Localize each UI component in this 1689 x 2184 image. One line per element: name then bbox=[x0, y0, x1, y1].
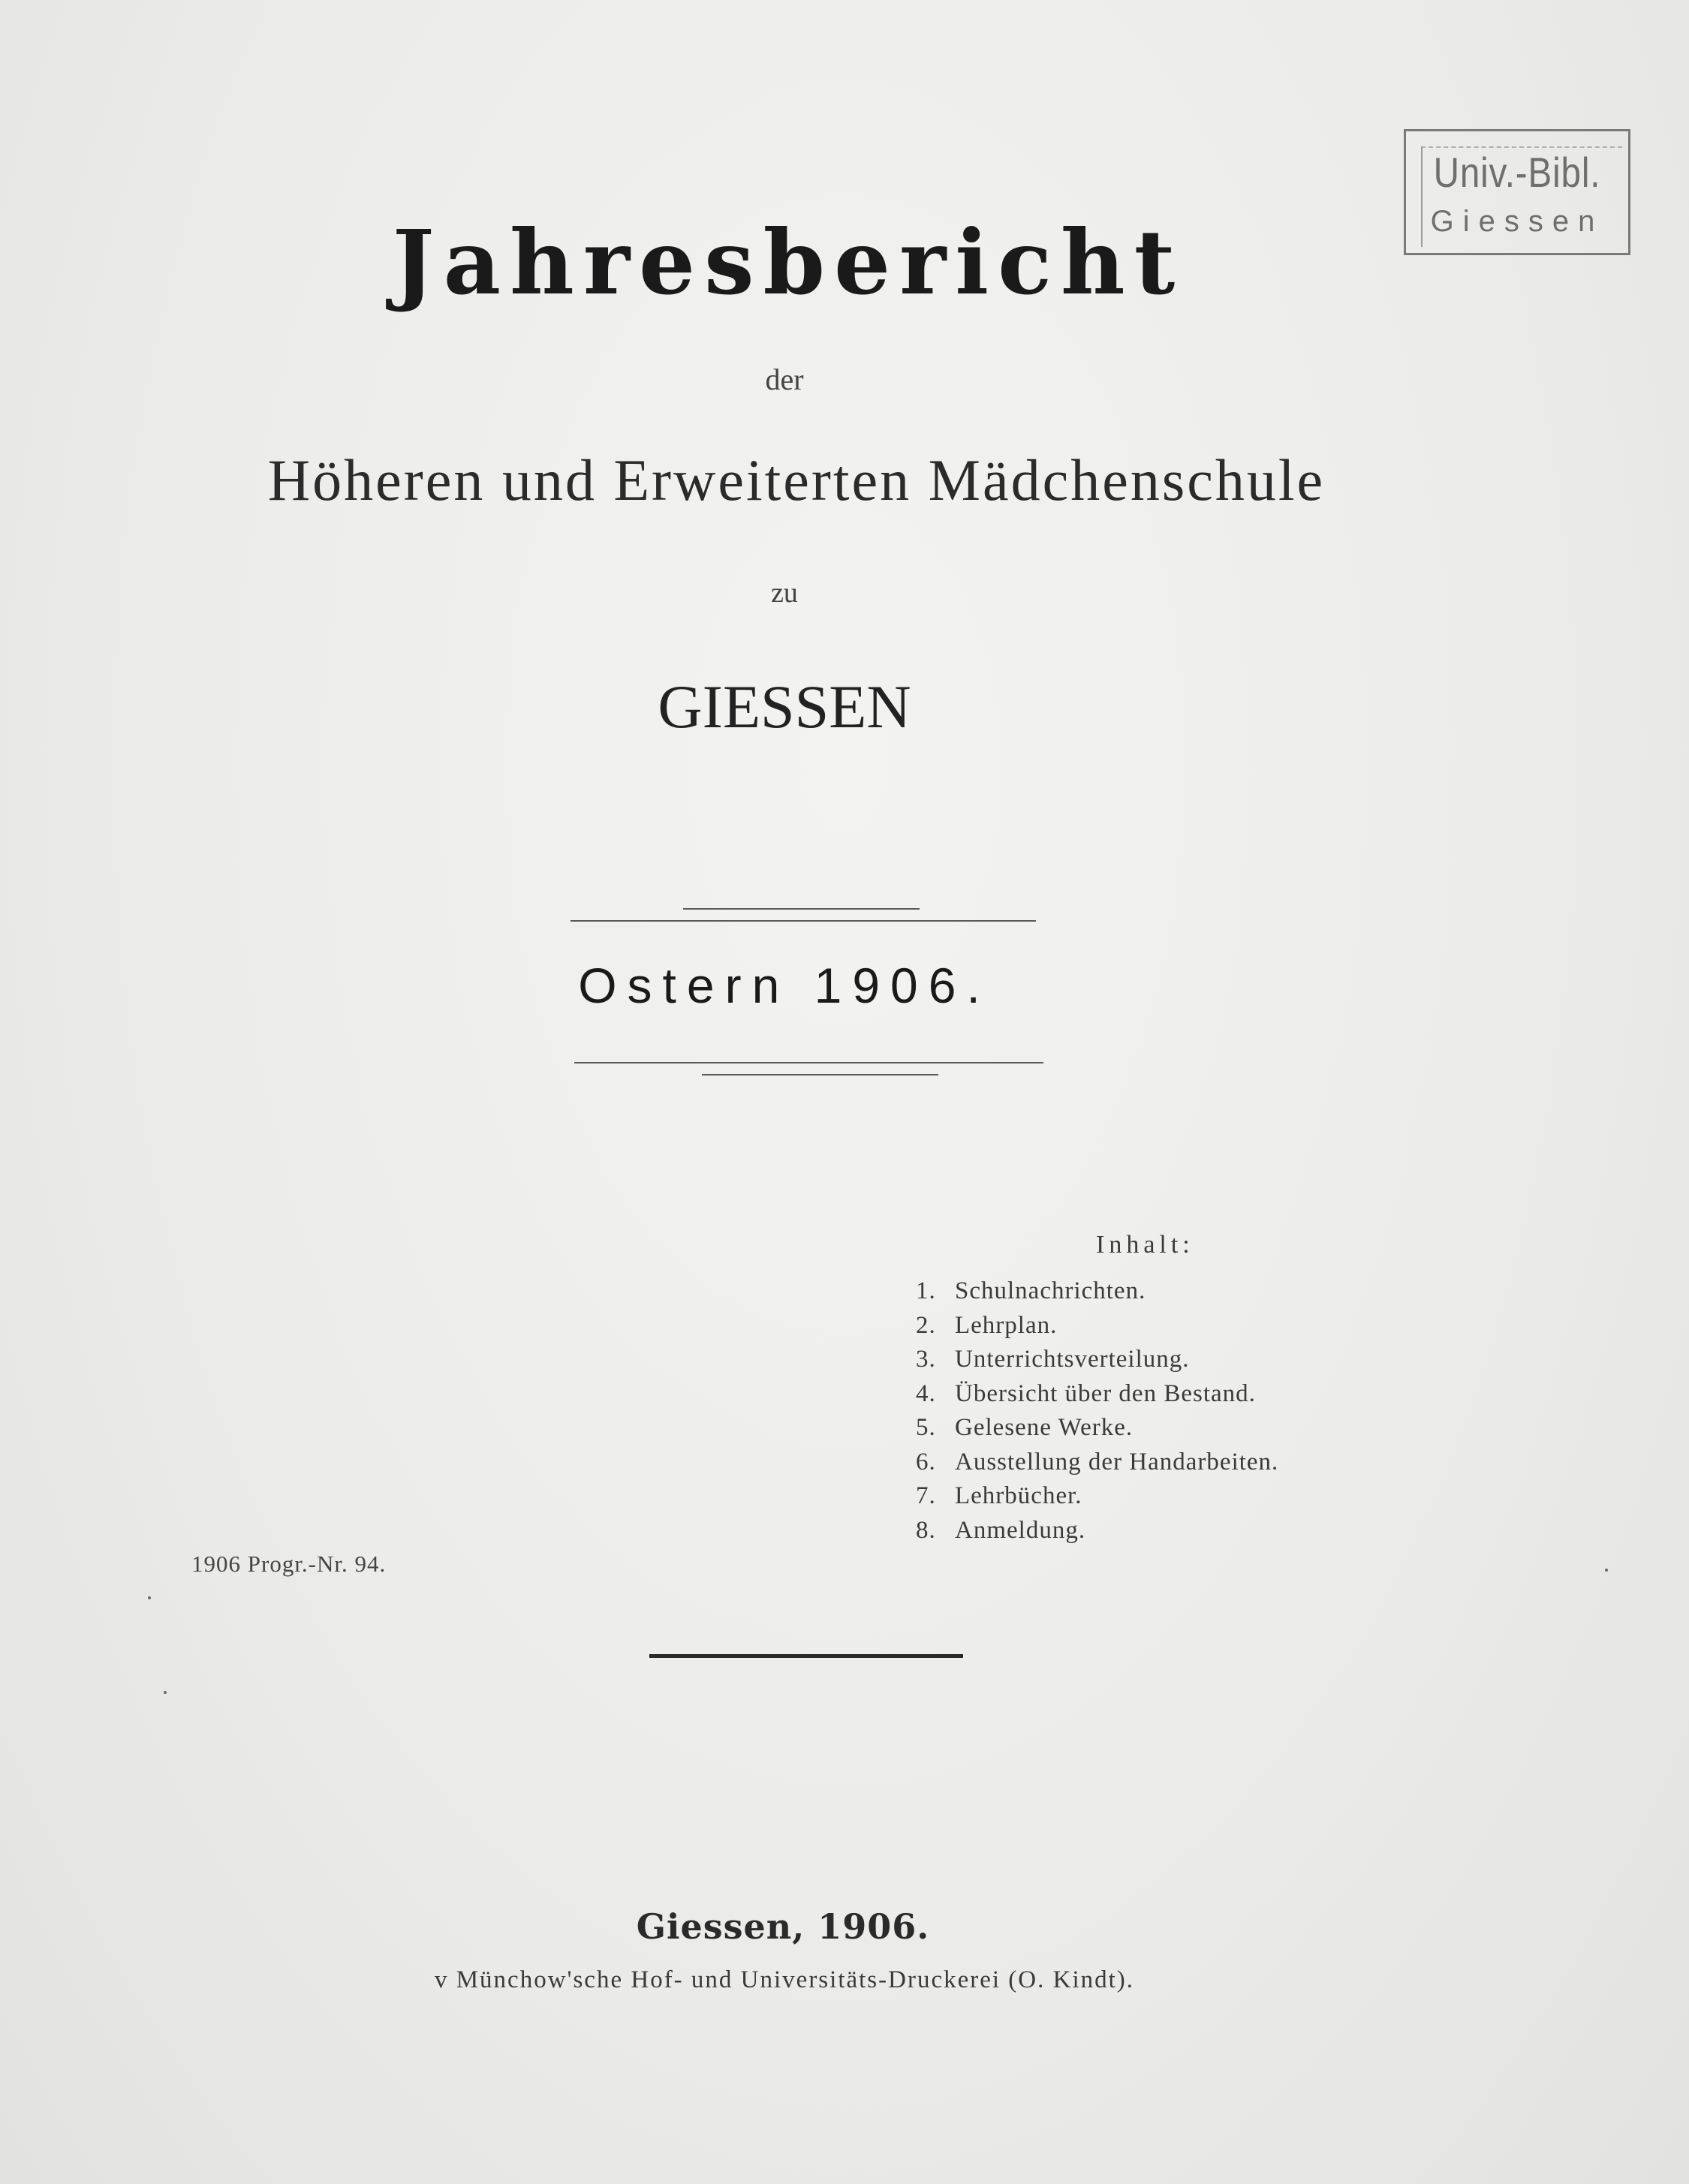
imprint-printer: v Münchow'sche Hof- und Universitäts-Druckerei (O. Kindt). bbox=[434, 1966, 1135, 1993]
contents-heading: Inhalt: bbox=[1096, 1231, 1194, 1259]
contents-item-label: Ausstellung der Handarbeiten. bbox=[955, 1448, 1279, 1476]
contents-item-label: Anmeldung. bbox=[955, 1516, 1086, 1544]
contents-item bbox=[916, 1411, 1278, 1445]
divider-rule bbox=[702, 1074, 938, 1075]
paper-speck bbox=[1605, 1569, 1608, 1572]
contents-item-label: Schulnachrichten. bbox=[955, 1277, 1146, 1304]
contents-item bbox=[916, 1343, 1278, 1377]
contents-item bbox=[916, 1445, 1278, 1480]
contents-item-label: Lehrplan. bbox=[955, 1311, 1058, 1339]
divider-rule bbox=[574, 1062, 1043, 1063]
contents-item-label: Gelesene Werke. bbox=[955, 1414, 1134, 1441]
contents-item-number: 1. bbox=[916, 1277, 936, 1304]
divider-rule bbox=[571, 920, 1036, 922]
paper-speck bbox=[148, 1596, 151, 1599]
contents-list bbox=[916, 1274, 1278, 1548]
contents-item-number: 3. bbox=[916, 1346, 936, 1373]
contents-item-number: 8. bbox=[916, 1516, 936, 1544]
contents-item-number: 2. bbox=[916, 1311, 936, 1339]
title-connector-der: der bbox=[765, 362, 804, 396]
contents-item-number: 5. bbox=[916, 1414, 936, 1441]
contents-item bbox=[916, 1309, 1278, 1343]
contents-item-number: 6. bbox=[916, 1448, 936, 1476]
contents-item bbox=[916, 1377, 1278, 1412]
contents-item bbox=[916, 1274, 1278, 1309]
title-connector-zu: zu bbox=[771, 577, 798, 609]
stamp-library-name: Univ.-Bibl. bbox=[1433, 149, 1601, 196]
contents-item-label: Lehrbücher. bbox=[955, 1482, 1082, 1509]
divider-rule bbox=[683, 908, 920, 910]
contents-item-label: Unterrichtsverteilung. bbox=[955, 1346, 1190, 1373]
imprint-place-year: Giessen, 1906. bbox=[636, 1906, 930, 1947]
stamp-city: Giessen bbox=[1430, 205, 1604, 238]
contents-item bbox=[916, 1514, 1278, 1548]
program-number-note: 1906 Progr.-Nr. 94. bbox=[191, 1551, 387, 1577]
contents-item-number: 4. bbox=[916, 1379, 936, 1407]
document-title: Jahresbericht bbox=[392, 210, 1185, 314]
paper-speck bbox=[164, 1691, 167, 1694]
city-name: GIESSEN bbox=[658, 672, 911, 741]
edition-heading: Ostern 1906. bbox=[578, 958, 991, 1013]
school-name: Höheren und Erweiterten Mädchenschule bbox=[267, 447, 1326, 513]
contents-item-label: Übersicht über den Bestand. bbox=[955, 1379, 1256, 1407]
contents-item-number: 7. bbox=[916, 1482, 936, 1509]
section-divider bbox=[649, 1654, 963, 1658]
contents-item bbox=[916, 1479, 1278, 1514]
